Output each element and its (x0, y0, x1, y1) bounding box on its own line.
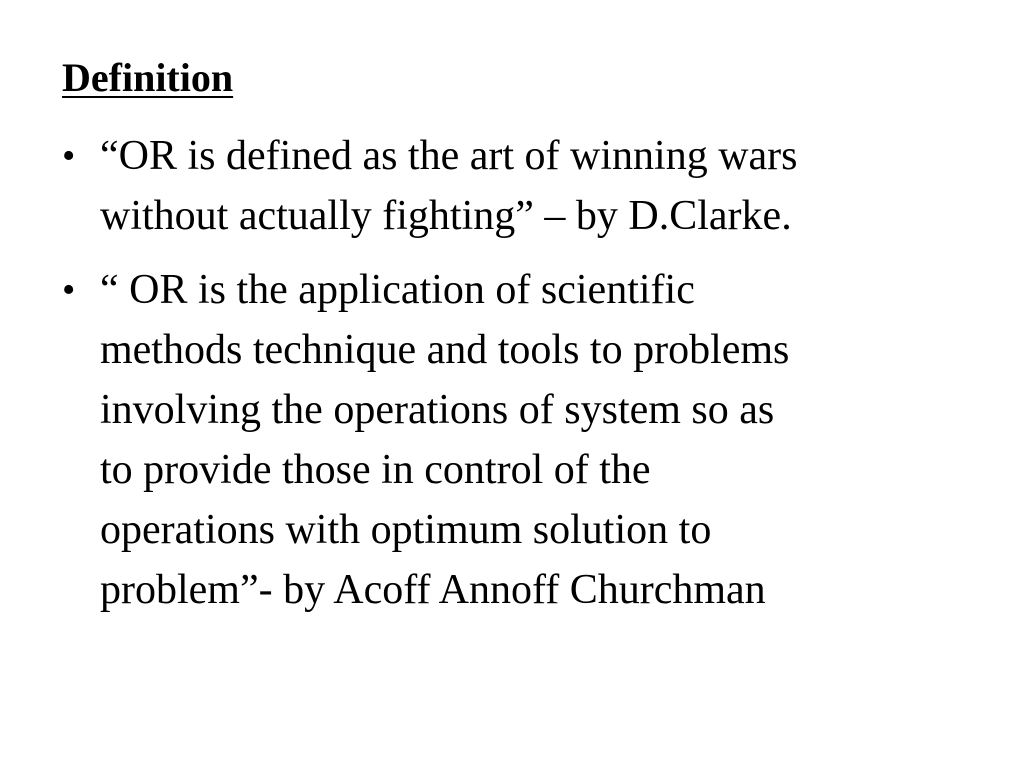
bullet-item-churchman-definition (62, 260, 1002, 620)
bullet-2-line-4: to provide those in control of the (100, 447, 651, 493)
bullet-2-line-6: problem”- by Acoff Annoff Churchman (100, 567, 766, 613)
bullet-icon: • (62, 135, 76, 177)
bullet-2-line-2: methods technique and tools to problems (100, 327, 790, 373)
bullet-item-clarke-definition (62, 126, 1002, 246)
bullet-list (62, 126, 1002, 634)
bullet-2-line-3: involving the operations of system so as (100, 387, 775, 433)
bullet-1-line-2: without actually fighting” – by D.Clarke. (100, 193, 792, 239)
bullet-2-line-5: operations with optimum solution to (100, 507, 712, 553)
bullet-icon: • (62, 269, 76, 311)
slide-title: Definition (62, 55, 234, 100)
bullet-2-line-1: “ OR is the application of scientific (100, 267, 695, 313)
bullet-1-line-1: “OR is defined as the art of winning wars (100, 133, 798, 179)
